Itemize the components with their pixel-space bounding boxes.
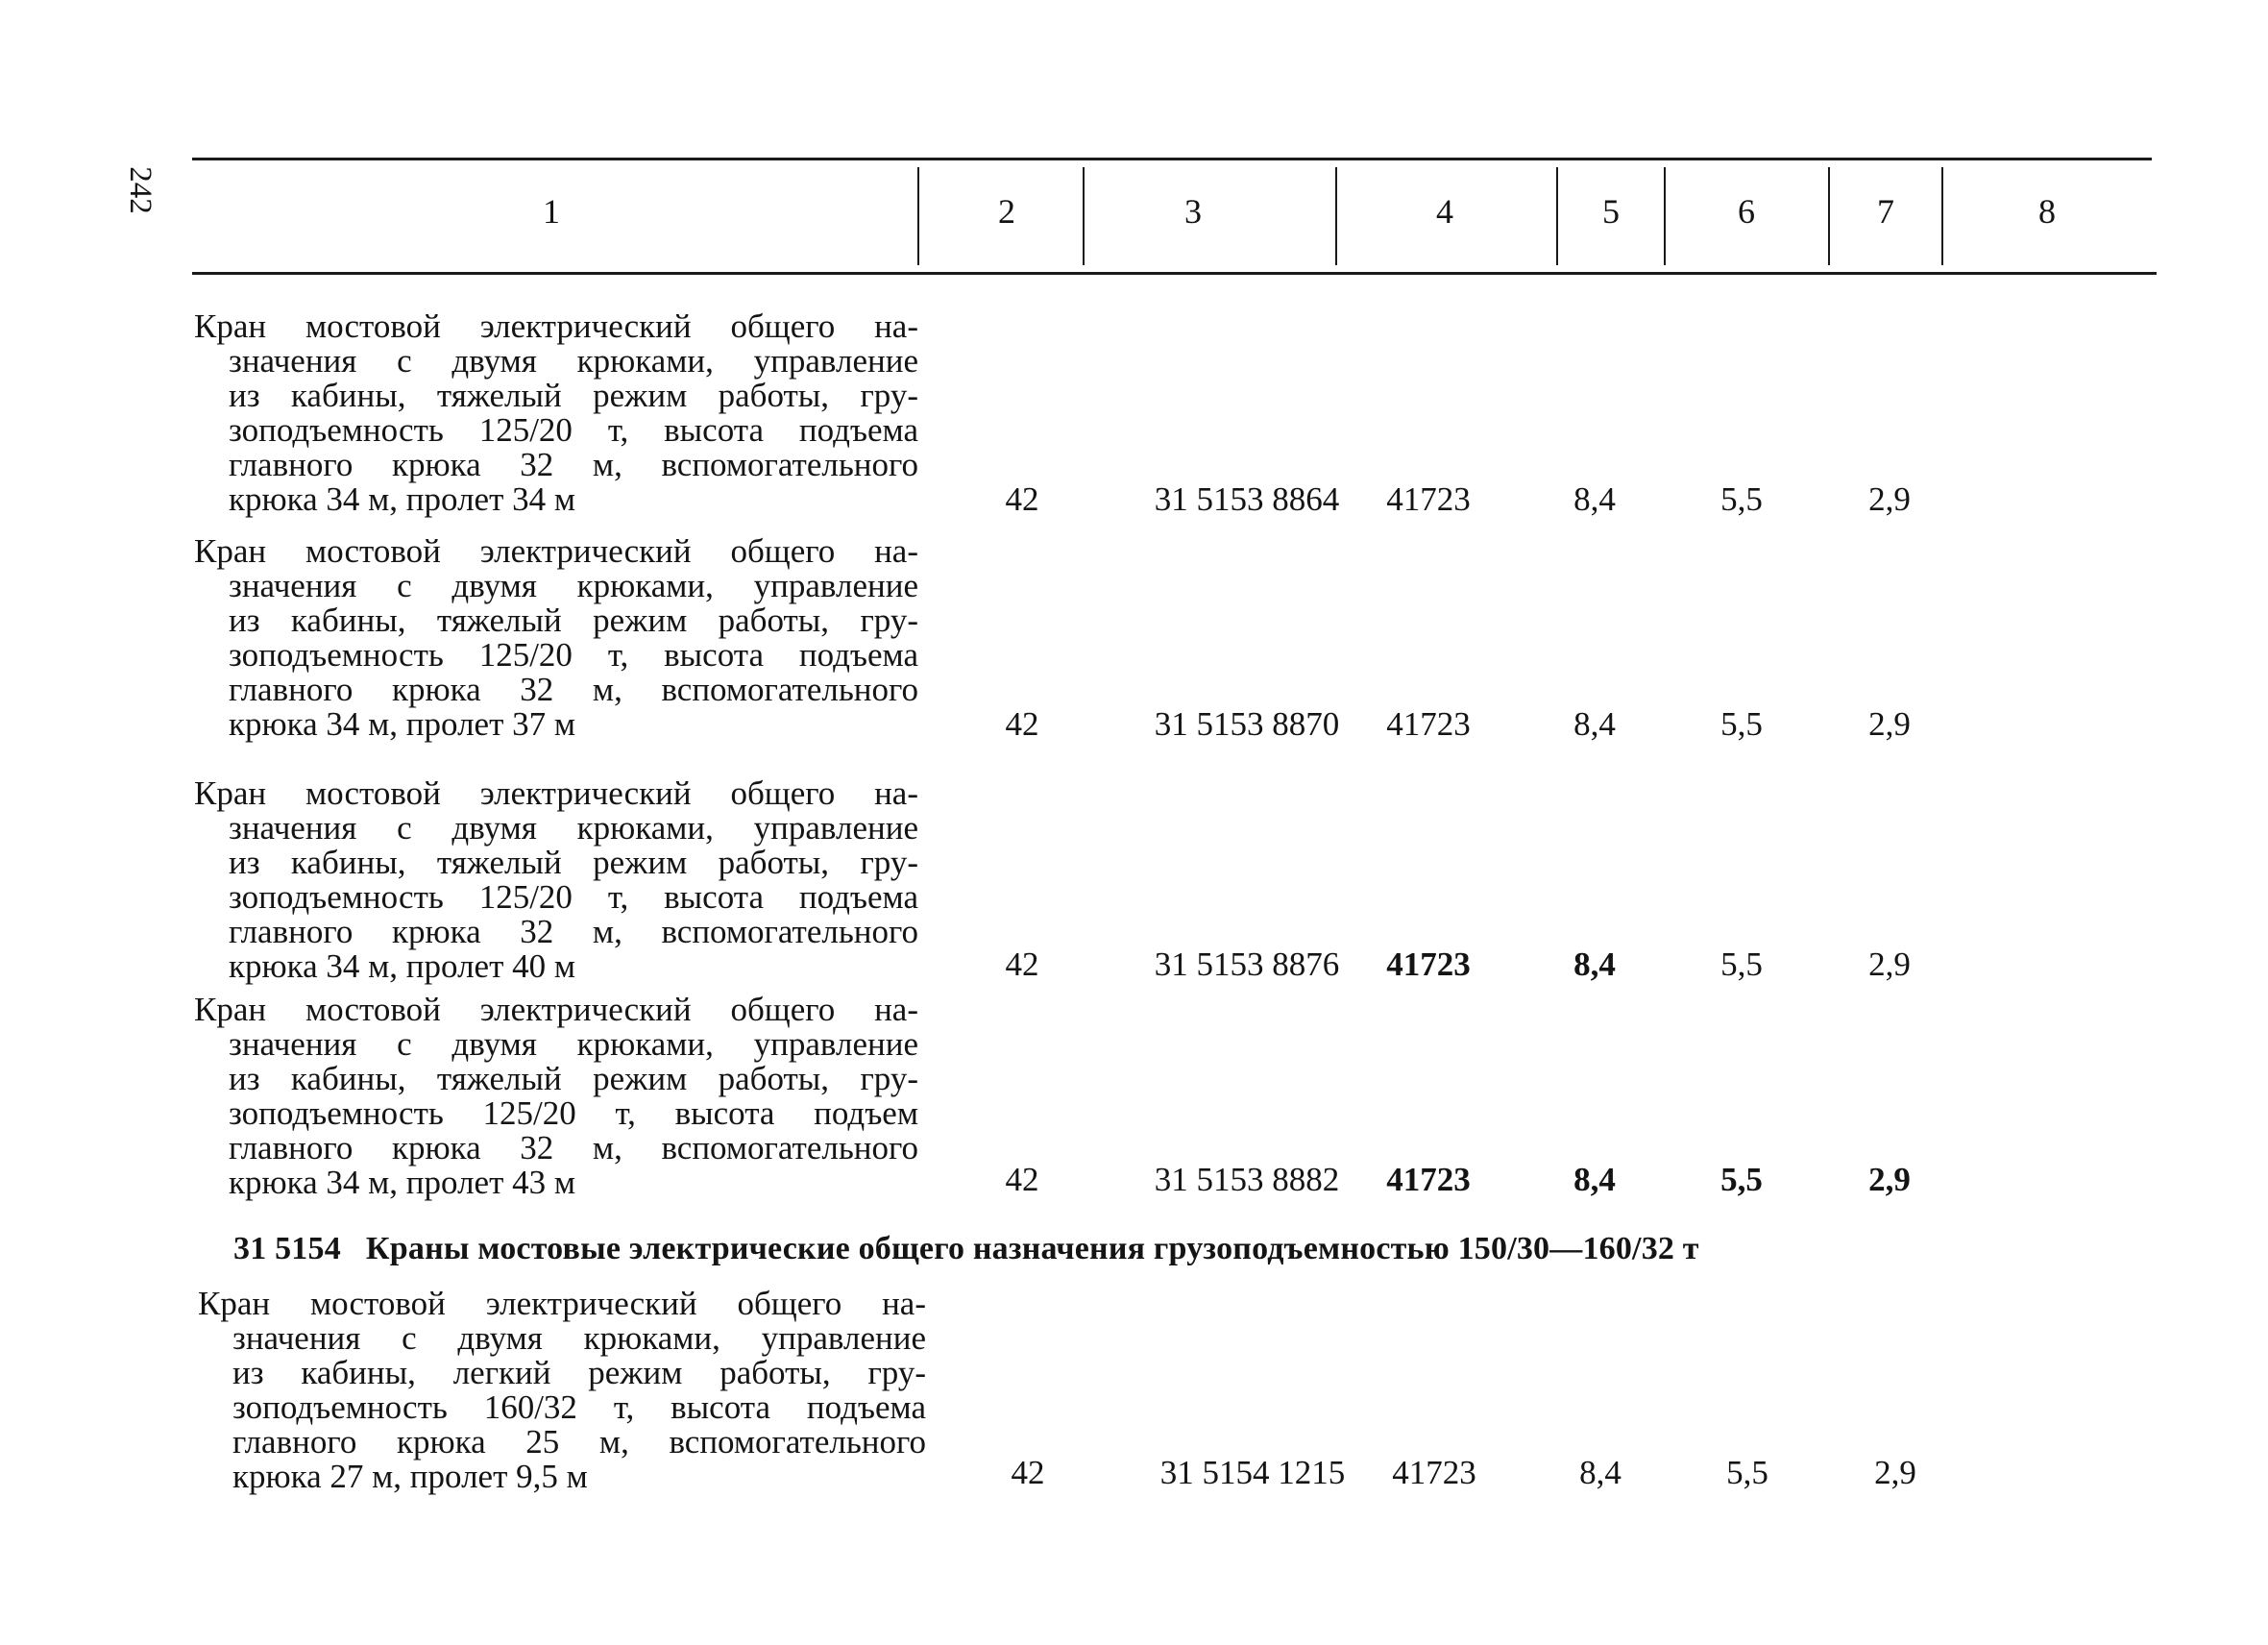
column-separator (1556, 167, 1558, 265)
section-code: 31 5154 (233, 1231, 341, 1266)
column-separator (1335, 167, 1337, 265)
cell-col-3: 31 5153 8864 (1154, 480, 1340, 518)
description-line: из кабины, тяжелый режим работы, гру- (229, 1060, 918, 1097)
column-header-2: 2 (998, 192, 1015, 231)
column-header-7: 7 (1877, 192, 1894, 231)
cell-col-2: 42 (1005, 705, 1039, 743)
cell-col-2: 42 (1011, 1454, 1045, 1491)
cell-col-5: 8,4 (1573, 1161, 1616, 1198)
cell-col-6: 5,5 (1720, 705, 1763, 743)
description-line: значения с двумя крюками, управление (229, 567, 918, 604)
description-line: крюка 34 м, пролет 43 м (229, 1164, 576, 1201)
description-line: зоподъемность 125/20 т, высота подъем (229, 1094, 918, 1132)
cell-col-6: 5,5 (1720, 480, 1763, 518)
description-line: Кран мостовой электрический общего на- (194, 774, 918, 812)
description-line: главного крюка 32 м, вспомогательного (229, 913, 918, 950)
description-line: из кабины, тяжелый режим работы, гру- (229, 844, 918, 881)
column-separator (1083, 167, 1085, 265)
description-line: Кран мостовой электрический общего на- (194, 991, 918, 1028)
cell-col-4: 41723 (1386, 1161, 1471, 1198)
cell-col-4: 41723 (1392, 1454, 1476, 1491)
column-separator (1664, 167, 1666, 265)
description-line: главного крюка 32 м, вспомогательного (229, 671, 918, 708)
description-line: Кран мостовой электрический общего на- (194, 307, 918, 345)
description-line: Кран мостовой электрический общего на- (194, 532, 918, 570)
description-line: главного крюка 32 м, вспомогательного (229, 446, 918, 483)
cell-col-3: 31 5153 8876 (1154, 945, 1340, 983)
column-header-5: 5 (1602, 192, 1620, 231)
cell-col-6: 5,5 (1720, 945, 1763, 983)
description-line: значения с двумя крюками, управление (232, 1319, 926, 1357)
description-line: из кабины, тяжелый режим работы, гру- (229, 602, 918, 639)
description-line: зоподъемность 125/20 т, высота подъема (229, 636, 918, 674)
column-header-3: 3 (1184, 192, 1202, 231)
cell-col-4: 41723 (1386, 480, 1471, 518)
description-line: главного крюка 32 м, вспомогательного (229, 1129, 918, 1166)
cell-col-4: 41723 (1386, 945, 1471, 983)
table-row-description (194, 534, 918, 742)
cell-col-7: 2,9 (1868, 705, 1911, 743)
column-header-1: 1 (543, 192, 560, 231)
header-rule-top (192, 158, 2152, 160)
cell-col-7: 2,9 (1868, 480, 1911, 518)
cell-col-5: 8,4 (1573, 480, 1616, 518)
column-separator (1941, 167, 1943, 265)
table-row-description (198, 1287, 926, 1494)
description-line: зоподъемность 160/32 т, высота подъема (232, 1388, 926, 1426)
cell-col-3: 31 5154 1215 (1159, 1454, 1346, 1491)
page-number: 242 (123, 166, 158, 214)
table-row-description (194, 776, 918, 984)
cell-col-7: 2,9 (1868, 1161, 1911, 1198)
column-header-4: 4 (1436, 192, 1453, 231)
cell-col-6: 5,5 (1726, 1454, 1768, 1491)
section-heading (233, 1230, 1699, 1268)
description-line: главного крюка 25 м, вспомогательного (232, 1423, 926, 1461)
column-separator (1828, 167, 1830, 265)
section-title: Краны мостовые электрические общего назначения грузоподъемностью 150/30—160/32 т (365, 1231, 1699, 1266)
description-line: крюка 27 м, пролет 9,5 м (232, 1458, 588, 1495)
description-line: крюка 34 м, пролет 40 м (229, 947, 576, 985)
description-line: из кабины, легкий режим работы, гру- (232, 1354, 926, 1391)
cell-col-6: 5,5 (1720, 1161, 1763, 1198)
description-line: значения с двумя крюками, управление (229, 809, 918, 847)
description-line: зоподъемность 125/20 т, высота подъема (229, 411, 918, 449)
cell-col-2: 42 (1005, 945, 1039, 983)
cell-col-3: 31 5153 8882 (1154, 1161, 1340, 1198)
cell-col-5: 8,4 (1573, 705, 1616, 743)
description-line: Кран мостовой электрический общего на- (198, 1285, 926, 1322)
description-line: зоподъемность 125/20 т, высота подъема (229, 878, 918, 916)
column-header-6: 6 (1738, 192, 1755, 231)
description-line: значения с двумя крюками, управление (229, 1025, 918, 1063)
cell-col-4: 41723 (1386, 705, 1471, 743)
cell-col-3: 31 5153 8870 (1154, 705, 1340, 743)
description-line: значения с двумя крюками, управление (229, 342, 918, 380)
cell-col-5: 8,4 (1579, 1454, 1622, 1491)
description-line: крюка 34 м, пролет 37 м (229, 705, 576, 743)
header-rule-bottom (192, 272, 2157, 275)
cell-col-7: 2,9 (1874, 1454, 1916, 1491)
description-line: крюка 34 м, пролет 34 м (229, 480, 576, 518)
cell-col-5: 8,4 (1573, 945, 1616, 983)
description-line: из кабины, тяжелый режим работы, гру- (229, 377, 918, 414)
column-separator (917, 167, 919, 265)
table-row-description (194, 309, 918, 517)
cell-col-7: 2,9 (1868, 945, 1911, 983)
cell-col-2: 42 (1005, 480, 1039, 518)
column-header-8: 8 (2038, 192, 2056, 231)
cell-col-2: 42 (1005, 1161, 1039, 1198)
table-row-description (194, 993, 918, 1200)
